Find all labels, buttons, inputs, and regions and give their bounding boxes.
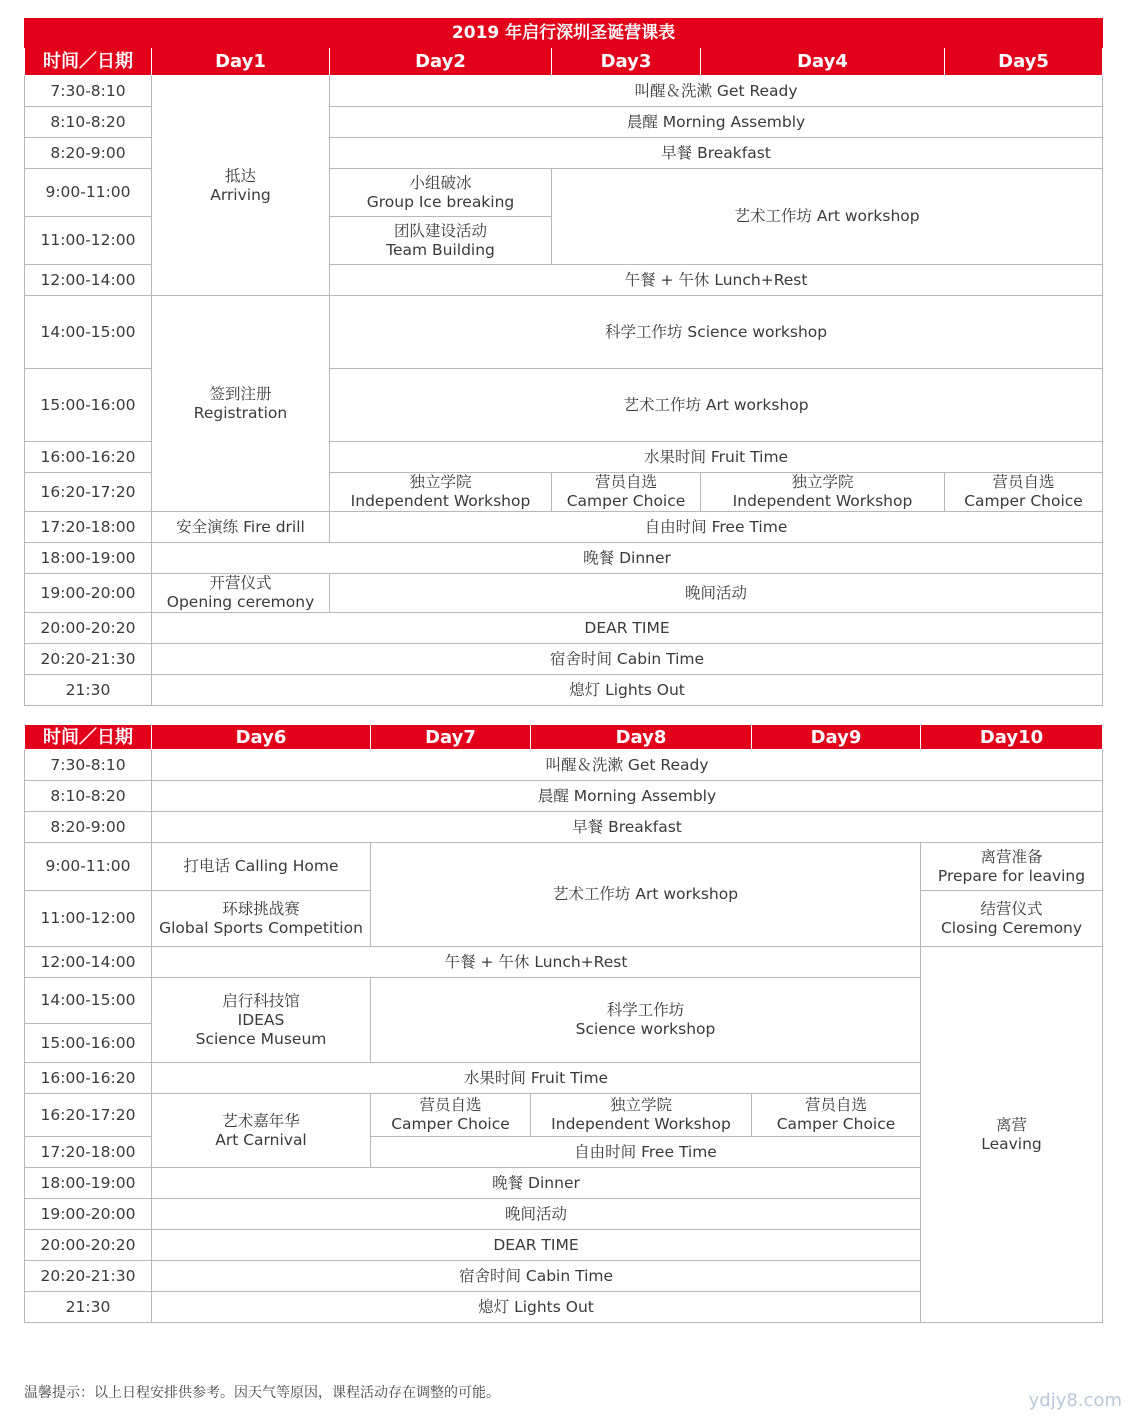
cell-label-en: Group Ice breaking <box>366 192 515 211</box>
cell-art-workshop: 艺术工作坊 Art workshop <box>330 369 1103 442</box>
time-slot: 12:00-14:00 <box>25 947 152 978</box>
header-day7: Day7 <box>371 725 531 750</box>
schedule-table-week2 <box>24 724 1103 1323</box>
cell-closing-ceremony <box>921 891 1103 947</box>
cell-lunch: 午餐 + 午休 Lunch+Rest <box>330 265 1103 296</box>
cell-label-en: Independent Workshop <box>350 492 531 510</box>
cell-dear-time: DEAR TIME <box>152 1230 921 1261</box>
cell-label-en: Art Carnival <box>215 1130 307 1149</box>
time-slot: 18:00-19:00 <box>25 1168 152 1199</box>
header-day3: Day3 <box>552 48 701 76</box>
cell-label-zh: 营员自选 <box>804 1096 867 1114</box>
time-slot: 21:30 <box>25 675 152 706</box>
cell-leaving <box>921 947 1103 1323</box>
cell-fire-drill: 安全演练 Fire drill <box>152 512 330 543</box>
header-day9: Day9 <box>752 725 921 750</box>
cell-science-workshop: 科学工作坊 Science workshop <box>330 296 1103 369</box>
cell-lights-out: 熄灯 Lights Out <box>152 675 1103 706</box>
cell-fruit-time: 水果时间 Fruit Time <box>152 1063 921 1094</box>
cell-label-zh: 独立学院 <box>791 473 854 491</box>
cell-camper-choice <box>371 1094 531 1137</box>
time-slot: 16:20-17:20 <box>25 473 152 512</box>
cell-morning-assembly: 晨醒 Morning Assembly <box>330 107 1103 138</box>
time-slot: 14:00-15:00 <box>25 978 152 1024</box>
cell-label-en: Team Building <box>386 240 495 259</box>
time-slot: 16:00-16:20 <box>25 442 152 473</box>
cell-cabin-time: 宿舍时间 Cabin Time <box>152 1261 921 1292</box>
schedule-title: 2019 年启行深圳圣诞营课表 <box>25 19 1103 48</box>
header-day6: Day6 <box>152 725 371 750</box>
cell-team-building <box>330 217 552 265</box>
cell-label-en: Global Sports Competition <box>159 918 363 937</box>
cell-get-ready: 叫醒＆洗漱 Get Ready <box>330 76 1103 107</box>
cell-global-sports <box>152 891 371 947</box>
header-time-date: 时间／日期 <box>25 48 152 76</box>
cell-free-time: 自由时间 Free Time <box>330 512 1103 543</box>
cell-evening-activity: 晚间活动 <box>330 574 1103 613</box>
cell-dinner: 晚餐 Dinner <box>152 543 1103 574</box>
watermark: ydjy8.com <box>1028 1390 1122 1411</box>
time-slot: 17:20-18:00 <box>25 512 152 543</box>
time-slot: 15:00-16:00 <box>25 1024 152 1063</box>
cell-lights-out: 熄灯 Lights Out <box>152 1292 921 1323</box>
time-slot: 20:20-21:30 <box>25 644 152 675</box>
cell-prepare-leaving <box>921 843 1103 891</box>
header-day5: Day5 <box>945 48 1103 76</box>
cell-breakfast: 早餐 Breakfast <box>330 138 1103 169</box>
cell-label-zh: 独立学院 <box>609 1096 672 1114</box>
cell-label-zh: 营员自选 <box>419 1096 482 1114</box>
cell-label-en: Leaving <box>981 1134 1042 1153</box>
cell-label-en: Camper Choice <box>391 1115 510 1133</box>
time-slot: 8:20-9:00 <box>25 812 152 843</box>
cell-ice-breaking <box>330 169 552 217</box>
cell-label-zh: 营员自选 <box>594 473 657 491</box>
cell-independent-workshop <box>531 1094 752 1137</box>
cell-registration <box>152 296 330 512</box>
time-slot: 18:00-19:00 <box>25 543 152 574</box>
cell-label-en: Independent Workshop <box>551 1115 731 1133</box>
header-time-date: 时间／日期 <box>25 725 152 750</box>
time-slot: 11:00-12:00 <box>25 891 152 947</box>
time-slot: 8:20-9:00 <box>25 138 152 169</box>
time-slot: 19:00-20:00 <box>25 1199 152 1230</box>
schedule-table-week1 <box>24 18 1103 706</box>
cell-label-en: Independent Workshop <box>732 492 913 510</box>
header-day8: Day8 <box>531 725 752 750</box>
cell-label-zh: 离营 <box>995 1115 1027 1134</box>
cell-evening-activity: 晚间活动 <box>152 1199 921 1230</box>
cell-camper-choice <box>945 473 1103 512</box>
time-slot: 7:30-8:10 <box>25 76 152 107</box>
cell-label-en: Closing Ceremony <box>940 918 1083 937</box>
time-slot: 20:00-20:20 <box>25 1230 152 1261</box>
time-slot: 19:00-20:00 <box>25 574 152 613</box>
time-slot: 15:00-16:00 <box>25 369 152 442</box>
cell-independent-workshop <box>330 473 552 512</box>
time-slot: 11:00-12:00 <box>25 217 152 265</box>
time-slot: 7:30-8:10 <box>25 750 152 781</box>
cell-label-en: Camper Choice <box>964 492 1083 510</box>
cell-free-time: 自由时间 Free Time <box>371 1137 921 1168</box>
cell-label-zh: 启行科技馆 <box>222 991 300 1010</box>
cell-label-zh: 结营仪式 <box>980 899 1043 918</box>
cell-label-zh: 团队建设活动 <box>393 221 487 240</box>
time-slot: 14:00-15:00 <box>25 296 152 369</box>
time-slot: 21:30 <box>25 1292 152 1323</box>
time-slot: 20:20-21:30 <box>25 1261 152 1292</box>
time-slot: 17:20-18:00 <box>25 1137 152 1168</box>
time-slot: 9:00-11:00 <box>25 843 152 891</box>
header-day2: Day2 <box>330 48 552 76</box>
time-slot: 9:00-11:00 <box>25 169 152 217</box>
cell-label-zh: 开营仪式 <box>209 574 272 592</box>
header-day10: Day10 <box>921 725 1103 750</box>
cell-science-workshop <box>371 978 921 1063</box>
cell-label-zh: 环球挑战赛 <box>222 899 300 918</box>
cell-label-en: Camper Choice <box>776 1115 896 1133</box>
cell-label-en: Camper Choice <box>566 492 686 510</box>
cell-arriving <box>152 76 330 296</box>
time-slot: 16:00-16:20 <box>25 1063 152 1094</box>
cell-cabin-time: 宿舍时间 Cabin Time <box>152 644 1103 675</box>
cell-science-museum <box>152 978 371 1063</box>
cell-lunch: 午餐 + 午休 Lunch+Rest <box>152 947 921 978</box>
cell-art-carnival <box>152 1094 371 1168</box>
cell-label-zh: 科学工作坊 <box>606 1001 685 1019</box>
cell-label-en: Prepare for leaving <box>937 866 1086 885</box>
cell-label-zh: 艺术嘉年华 <box>222 1111 300 1130</box>
cell-opening-ceremony <box>152 574 330 613</box>
cell-camper-choice <box>552 473 701 512</box>
cell-label-zh: 小组破冰 <box>409 173 472 192</box>
cell-get-ready: 叫醒＆洗漱 Get Ready <box>152 750 1103 781</box>
time-slot: 20:00-20:20 <box>25 613 152 644</box>
time-slot: 8:10-8:20 <box>25 107 152 138</box>
cell-camper-choice <box>752 1094 921 1137</box>
cell-fruit-time: 水果时间 Fruit Time <box>330 442 1103 473</box>
cell-label-en: Opening ceremony <box>166 593 315 611</box>
cell-label-en: Science workshop <box>575 1020 716 1038</box>
cell-label-zh: 营员自选 <box>992 473 1055 491</box>
cell-label-zh: 离营准备 <box>980 847 1043 866</box>
footer-note: 温馨提示：以上日程安排供参考。因天气等原因，课程活动存在调整的可能。 <box>24 1385 500 1401</box>
cell-label-zh: 签到注册 <box>209 384 272 403</box>
cell-dinner: 晚餐 Dinner <box>152 1168 921 1199</box>
time-slot: 16:20-17:20 <box>25 1094 152 1137</box>
cell-dear-time: DEAR TIME <box>152 613 1103 644</box>
cell-label-en: Science Museum <box>195 1029 327 1048</box>
header-day4: Day4 <box>701 48 945 76</box>
cell-art-workshop: 艺术工作坊 Art workshop <box>552 169 1103 265</box>
cell-art-workshop: 艺术工作坊 Art workshop <box>371 843 921 947</box>
cell-morning-assembly: 晨醒 Morning Assembly <box>152 781 1103 812</box>
cell-breakfast: 早餐 Breakfast <box>152 812 1103 843</box>
time-slot: 8:10-8:20 <box>25 781 152 812</box>
cell-independent-workshop <box>701 473 945 512</box>
cell-label-en: Arriving <box>210 185 271 204</box>
cell-label-ideas: IDEAS <box>237 1010 285 1029</box>
cell-label-en: Registration <box>193 403 288 422</box>
cell-calling-home: 打电话 Calling Home <box>152 843 371 891</box>
time-slot: 12:00-14:00 <box>25 265 152 296</box>
header-day1: Day1 <box>152 48 330 76</box>
cell-label-zh: 抵达 <box>224 166 256 185</box>
cell-label-zh: 独立学院 <box>409 473 472 491</box>
